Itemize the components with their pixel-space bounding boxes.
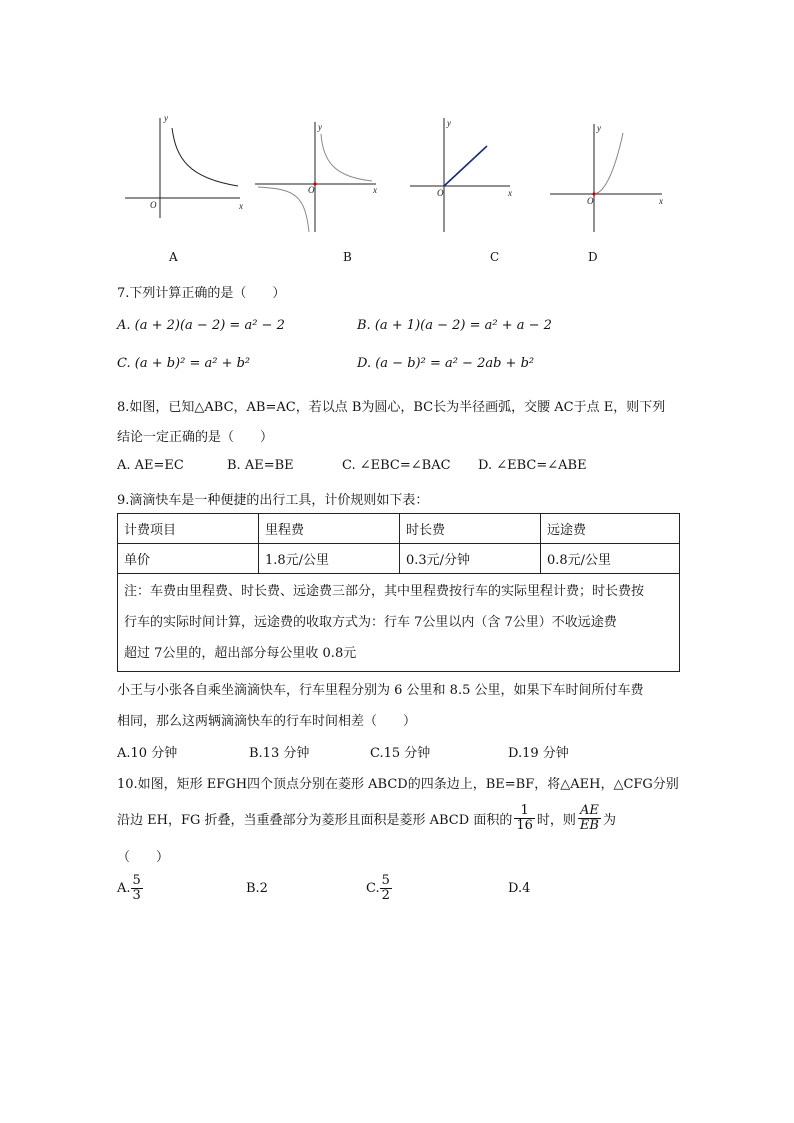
q7-option-d: D. (a − b)² = a² − 2ab + b² bbox=[357, 356, 535, 371]
q7-option-b: B. (a + 1)(a − 2) = a² + a − 2 bbox=[357, 318, 552, 333]
graph-c-x-label: x bbox=[508, 188, 512, 198]
fee-table-cell: 1.8元/公里 bbox=[259, 544, 400, 574]
q10-fraction-numerator: 1 bbox=[514, 804, 535, 819]
graph-d-y-label: y bbox=[597, 123, 601, 133]
q10-fraction-denominator: 16 bbox=[516, 817, 533, 833]
q10-fraction-ae-eb bbox=[578, 804, 601, 832]
q7-option-a: A. (a + 2)(a − 2) = a² − 2 bbox=[117, 318, 285, 333]
q10-fraction-denominator: EB bbox=[579, 817, 599, 833]
q8-option-b: B. AE=BE bbox=[227, 458, 294, 473]
graphs-figure bbox=[0, 105, 794, 235]
q10-line-2-text-b: 时，则 bbox=[536, 812, 576, 828]
graph-d-caption: D bbox=[588, 250, 598, 264]
graph-b-curve-right bbox=[321, 134, 372, 181]
q9-option-b: B.13 分钟 bbox=[249, 746, 310, 761]
q10-option-a-fraction bbox=[131, 874, 143, 902]
q10-fraction-numerator: 5 bbox=[132, 872, 141, 888]
fee-note-line: 注：车费由里程费、时长费、远途费三部分，其中里程费按行车的实际里程计费；时长费按 bbox=[124, 584, 645, 599]
q10-option-b: B.2 bbox=[246, 881, 268, 896]
q7-option-c: C. (a + b)² = a² + b² bbox=[117, 356, 251, 371]
q10-line-2-text-c: 为 bbox=[602, 812, 616, 828]
fee-note-line: 行车的实际时间计算，远途费的收取方式为：行车 7公里以内（含 7公里）不收远途费 bbox=[124, 615, 617, 630]
q9-option-d: D.19 分钟 bbox=[508, 746, 569, 761]
graph-a-curve bbox=[172, 128, 238, 186]
graph-a bbox=[125, 113, 243, 218]
graph-a-origin: O bbox=[150, 200, 157, 210]
graph-c-origin: O bbox=[437, 188, 444, 198]
graph-a-caption: A bbox=[169, 250, 178, 264]
q10-line-3: （ ） bbox=[117, 850, 170, 865]
q8-line-1: 8.如图，已知△ABC，AB=AC，若以点 B为圆心，BC长为半径画弧，交腰 AC于点 E，则下列 bbox=[117, 400, 666, 415]
fee-table-note bbox=[118, 574, 680, 672]
graph-d-x-label: x bbox=[659, 196, 663, 206]
q10-fraction-numerator: AE bbox=[578, 804, 601, 819]
q8-option-d: D. ∠EBC=∠ABE bbox=[478, 458, 587, 473]
q10-option-a-prefix: A. bbox=[117, 880, 131, 896]
fee-table-cell: 单价 bbox=[118, 544, 259, 574]
q9-option-a: A.10 分钟 bbox=[117, 746, 178, 761]
graph-c-y-label: y bbox=[447, 118, 451, 128]
fee-table-note-row bbox=[118, 574, 680, 672]
fee-note-line: 超过 7公里的，超出部分每公里收 0.8元 bbox=[124, 646, 357, 661]
q10-fraction-denominator: 2 bbox=[381, 887, 390, 903]
q10-option-c-fraction bbox=[380, 874, 392, 902]
q10-option-c-prefix: C. bbox=[366, 880, 380, 896]
q10-fraction-denominator: 3 bbox=[132, 887, 141, 903]
fee-table-cell: 0.3元/分钟 bbox=[400, 544, 541, 574]
graph-b-caption: B bbox=[343, 250, 352, 264]
fee-table-cell: 0.8元/公里 bbox=[541, 544, 680, 574]
fee-table-header: 远途费 bbox=[541, 514, 680, 544]
q10-line-1: 10.如图，矩形 EFGH四个顶点分别在菱形 ABCD的四条边上，BE=BF，将△AEH，△CFG分别 bbox=[117, 777, 679, 792]
fee-table-header: 计费项目 bbox=[118, 514, 259, 544]
fee-table-price-row bbox=[118, 544, 680, 574]
q8-option-a: A. AE=EC bbox=[117, 458, 184, 473]
graph-c bbox=[410, 118, 512, 232]
q9-option-c: C.15 分钟 bbox=[370, 746, 431, 761]
graph-b-x-label: x bbox=[373, 185, 377, 195]
graph-d-curve bbox=[594, 133, 623, 194]
graph-c-caption: C bbox=[490, 250, 500, 264]
q10-option-c bbox=[366, 868, 392, 908]
graph-b bbox=[255, 122, 377, 232]
q10-line-2 bbox=[117, 798, 616, 838]
graph-b-origin: O bbox=[308, 185, 315, 195]
fee-table-header: 时长费 bbox=[400, 514, 541, 544]
q10-fraction-numerator: 5 bbox=[381, 872, 390, 888]
fee-table bbox=[117, 513, 680, 672]
graph-d-origin: O bbox=[587, 196, 594, 206]
q9-line-2: 相同，那么这两辆滴滴快车的行车时间相差（ ） bbox=[117, 714, 417, 729]
q8-option-c: C. ∠EBC=∠BAC bbox=[342, 458, 451, 473]
fee-table-header: 里程费 bbox=[259, 514, 400, 544]
graph-c-line bbox=[444, 146, 487, 186]
graph-b-y-label: y bbox=[318, 122, 322, 132]
graph-d bbox=[550, 123, 663, 232]
graph-a-y-label: y bbox=[164, 113, 168, 123]
q8-line-2: 结论一定正确的是（ ） bbox=[117, 430, 274, 445]
q10-line-2-text-a: 沿边 EH，FG 折叠，当重叠部分为菱形且面积是菱形 ABCD 面积的 bbox=[117, 812, 513, 828]
q10-option-d: D.4 bbox=[508, 881, 531, 896]
q10-option-a bbox=[117, 868, 143, 908]
q9-line-1: 小王与小张各自乘坐滴滴快车，行车里程分别为 6 公里和 8.5 公里，如果下车时间所付车费 bbox=[117, 683, 644, 698]
graph-a-x-label: x bbox=[239, 201, 243, 211]
q7-stem: 7.下列计算正确的是（ ） bbox=[117, 286, 286, 301]
graph-b-curve-left bbox=[258, 187, 309, 232]
q10-fraction-one-sixteenth bbox=[514, 804, 535, 832]
q9-stem: 9.滴滴快车是一种便捷的出行工具，计价规则如下表： bbox=[117, 493, 429, 508]
fee-table-header-row bbox=[118, 514, 680, 544]
